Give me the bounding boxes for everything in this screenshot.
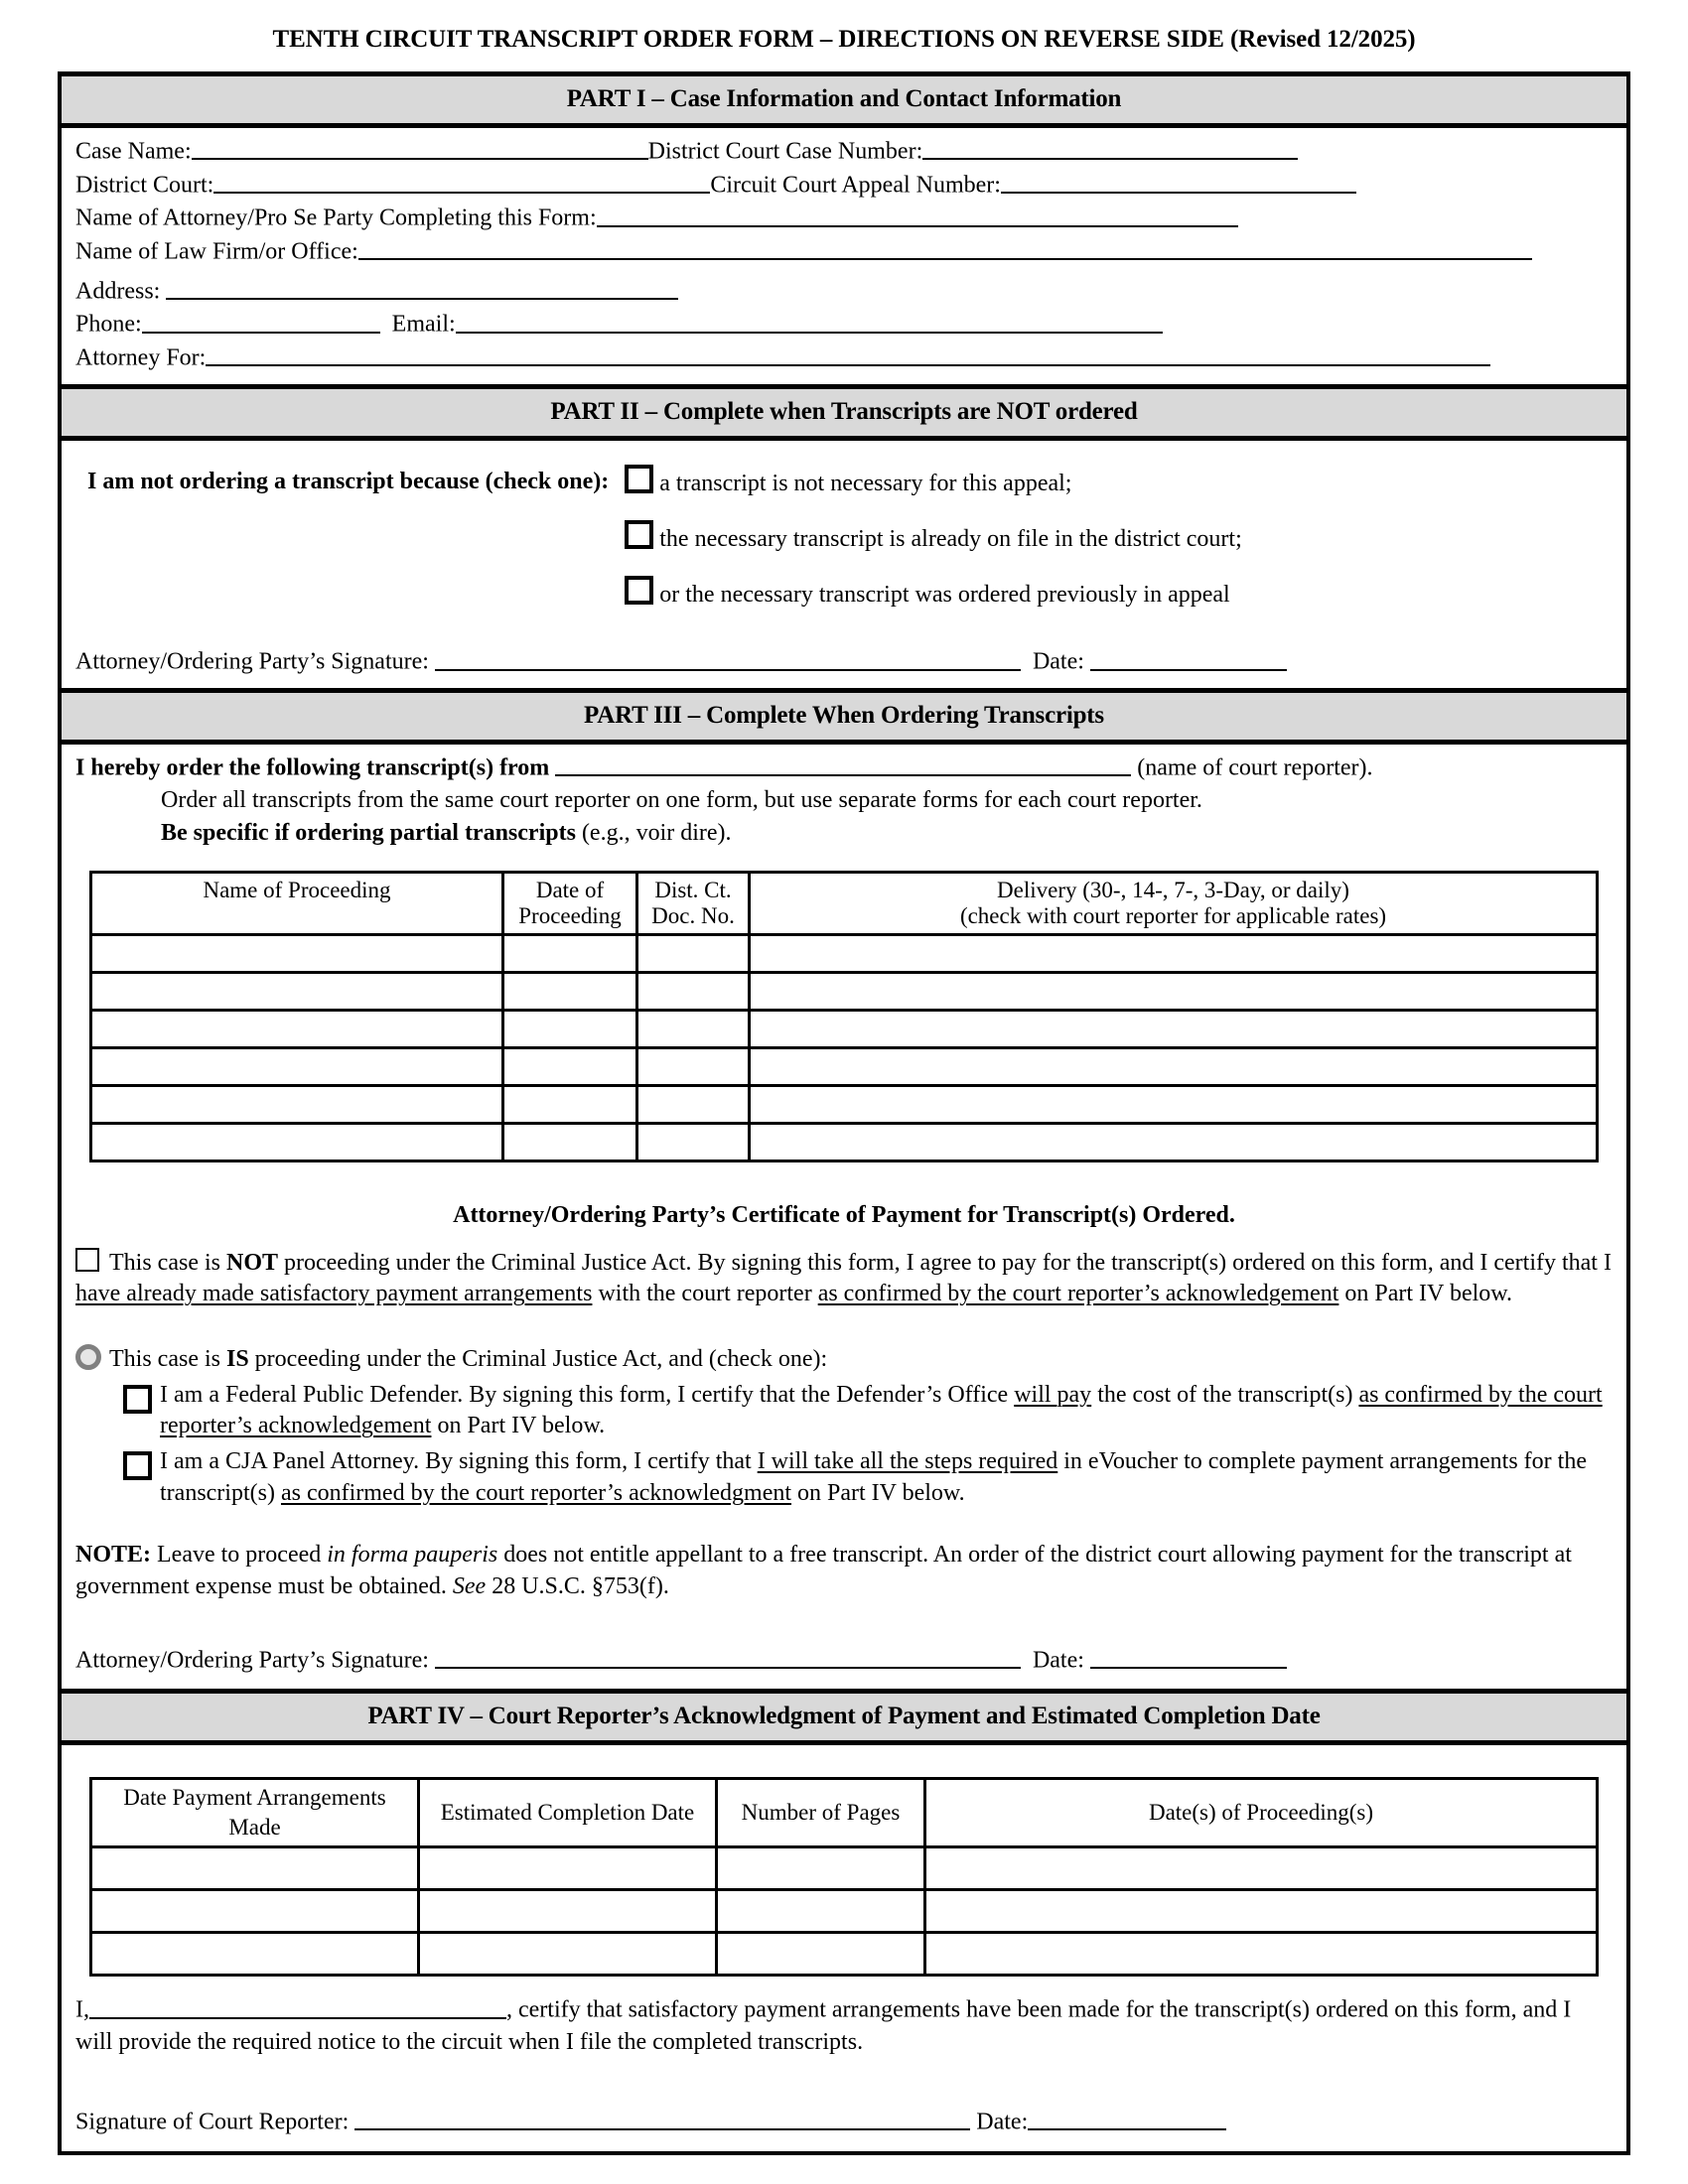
col-dist-ct-doc-no-line1: Dist. Ct.: [654, 877, 732, 902]
col-dates-of-proceedings: Date(s) of Proceeding(s): [925, 1778, 1598, 1847]
part1-row-attorney-for: [75, 341, 1613, 374]
cell-date[interactable]: [503, 1048, 637, 1086]
note-seg1: Leave to proceed: [151, 1542, 328, 1569]
col-date-of-proceeding: [503, 872, 637, 935]
circuit-court-appeal-number-label: Circuit Court Appeal Number:: [710, 172, 1001, 199]
court-reporter-name-field[interactable]: [89, 1992, 506, 2018]
cell-name[interactable]: [91, 973, 503, 1011]
note-seg2: in forma pauperis: [327, 1542, 498, 1569]
col-name-of-proceeding-line1: Name of Proceeding: [203, 877, 391, 902]
part-4-body: [62, 1745, 1626, 2152]
part-1-body: [62, 128, 1626, 384]
not-cja-seg3: proceeding under the Criminal Justice Act. By signing this form, I agree to pay for the transcript(s) ordered on this form, and I certify that I: [278, 1249, 1612, 1276]
cja-option-2-text: [158, 1446, 1613, 1510]
cell-pages[interactable]: [717, 1847, 925, 1890]
part2-signature-row: [75, 611, 1613, 678]
part2-date-label: Date:: [1032, 648, 1084, 675]
cell-date[interactable]: [503, 1086, 637, 1124]
part2-signature-label: Attorney/Ordering Party’s Signature:: [75, 648, 429, 675]
cell-name[interactable]: [91, 1011, 503, 1048]
table-row[interactable]: [91, 935, 1598, 973]
law-firm-label: Name of Law Firm/or Office:: [75, 238, 358, 265]
cell-date-payment[interactable]: [91, 1933, 419, 1976]
part4-signature-input[interactable]: [354, 2105, 970, 2130]
cell-name[interactable]: [91, 1048, 503, 1086]
not-cja-seg6: as confirmed by the court reporter’s acknowledgement: [817, 1281, 1339, 1307]
col-date-payment-arrangements: Date Payment Arrangements Made: [91, 1778, 419, 1847]
radio-button-icon[interactable]: [75, 1344, 101, 1370]
law-firm-input[interactable]: [358, 234, 1532, 260]
cell-doc-no[interactable]: [637, 973, 750, 1011]
cell-date[interactable]: [503, 973, 637, 1011]
part1-row-firm: [75, 234, 1613, 268]
part4-signature-label: Signature of Court Reporter:: [75, 2109, 350, 2135]
p4-cert-prefix: I,: [75, 1996, 89, 2023]
cell-doc-no[interactable]: [637, 935, 750, 973]
not-cja-seg1: This case is: [109, 1249, 226, 1276]
col-date-of-proceeding-line2: Proceeding: [518, 902, 622, 928]
cell-name[interactable]: [91, 1086, 503, 1124]
checkbox-icon[interactable]: [75, 1248, 99, 1272]
district-court-label: District Court:: [75, 172, 214, 199]
part3-intro: [75, 751, 1613, 849]
col-dist-ct-doc-no: [637, 872, 750, 935]
cja-opt1-seg5: on Part IV below.: [431, 1413, 606, 1439]
phone-label: Phone:: [75, 311, 142, 338]
cell-dates-proceedings[interactable]: [925, 1933, 1598, 1976]
cja-opt2-seg3: in eVoucher to complete payment arrangements for the transcript(s): [160, 1448, 1587, 1507]
cell-dates-proceedings[interactable]: [925, 1890, 1598, 1933]
checkbox-icon[interactable]: [625, 576, 653, 605]
phone-input[interactable]: [142, 307, 380, 333]
col-name-of-proceeding: [91, 872, 503, 935]
part4-signature-row: [75, 2059, 1613, 2142]
part2-option-1[interactable]: [625, 465, 1241, 499]
note-seg4: See: [452, 1573, 487, 1600]
attorney-for-label: Attorney For:: [75, 344, 207, 371]
checkbox-icon[interactable]: [123, 1451, 152, 1480]
district-court-input[interactable]: [213, 168, 710, 194]
cell-dates-proceedings[interactable]: [925, 1847, 1598, 1890]
is-cja-statement[interactable]: [75, 1344, 1613, 1375]
is-cja-seg3: proceeding under the Criminal Justice Act, and (check one):: [248, 1346, 828, 1373]
address-label: Address:: [75, 278, 161, 305]
cell-delivery[interactable]: [750, 1048, 1598, 1086]
part3-signature-label: Attorney/Ordering Party’s Signature:: [75, 1647, 429, 1674]
court-reporter-certification: [75, 1992, 1613, 2058]
table-row[interactable]: [91, 1847, 1598, 1890]
cell-delivery[interactable]: [750, 1124, 1598, 1161]
cja-option-1-text: [158, 1380, 1613, 1443]
part3-order-suffix: (name of court reporter).: [1137, 754, 1373, 781]
part3-signature-row: [75, 1603, 1613, 1679]
part3-date-label: Date:: [1032, 1647, 1084, 1674]
not-cja-statement[interactable]: [75, 1248, 1613, 1311]
attorney-for-input[interactable]: [206, 341, 1490, 366]
cell-doc-no[interactable]: [637, 1086, 750, 1124]
part3-instruction-2-rest: (e.g., voir dire).: [581, 819, 732, 846]
part2-options-wrap: [75, 447, 1613, 612]
cja-opt2-seg5: on Part IV below.: [791, 1480, 965, 1507]
cell-delivery[interactable]: [750, 1086, 1598, 1124]
note-block: [75, 1540, 1613, 1603]
note-seg5: 28 U.S.C. §753(f).: [486, 1573, 669, 1600]
part2-option-list: [609, 465, 1241, 612]
col-dist-ct-doc-no-line2: Doc. No.: [651, 902, 735, 928]
part3-instruction-1: Order all transcripts from the same court reporter on one form, but use separate forms for each court reporter.: [161, 787, 1202, 814]
case-name-label: Case Name:: [75, 138, 192, 165]
part2-option-3-label: or the necessary transcript was ordered previously in appeal: [659, 581, 1230, 608]
part3-order-line: [75, 751, 1613, 784]
cja-opt1-seg2: will pay: [1014, 1381, 1092, 1408]
cja-opt2-seg4: as confirmed by the court reporter’s acknowledgment: [280, 1480, 792, 1507]
cell-pages[interactable]: [717, 1933, 925, 1976]
part3-instruction-2: [75, 818, 1613, 849]
district-court-case-number-input[interactable]: [922, 134, 1298, 160]
cell-date[interactable]: [503, 1124, 637, 1161]
col-number-of-pages: Number of Pages: [717, 1778, 925, 1847]
form-frame: [58, 71, 1630, 2155]
court-reporter-table: [89, 1777, 1599, 1978]
cja-option-federal-public-defender[interactable]: [75, 1380, 1613, 1443]
cja-opt2-seg1: I am a CJA Panel Attorney. By signing this form, I certify that: [160, 1448, 758, 1475]
proceedings-table-body: [91, 935, 1598, 1161]
cell-name[interactable]: [91, 935, 503, 973]
col-delivery: [750, 872, 1598, 935]
address-input[interactable]: [166, 274, 678, 300]
attorney-name-input[interactable]: [597, 201, 1238, 226]
cell-date[interactable]: [503, 1011, 637, 1048]
col-date-of-proceeding-line1: Date of: [535, 877, 605, 902]
cell-doc-no[interactable]: [637, 1124, 750, 1161]
part2-option-3[interactable]: [625, 576, 1241, 611]
part2-option-2[interactable]: [625, 520, 1241, 555]
not-cja-seg5: with the court reporter: [592, 1281, 818, 1307]
certificate-of-payment-title: Attorney/Ordering Party’s Certificate of Payment for Transcript(s) Ordered.: [453, 1202, 1235, 1229]
not-cja-seg4: have already made satisfactory payment arrangements: [75, 1281, 593, 1307]
cell-delivery[interactable]: [750, 935, 1598, 973]
table-row[interactable]: [91, 1933, 1598, 1976]
col-estimated-completion-date: Estimated Completion Date: [419, 1778, 717, 1847]
district-court-case-number-label: District Court Case Number:: [647, 138, 923, 165]
table-row[interactable]: [91, 973, 1598, 1011]
cell-pages[interactable]: [717, 1890, 925, 1933]
proceedings-table: [89, 871, 1599, 1163]
part-2-header: PART II – Complete when Transcripts are NOT ordered: [62, 384, 1626, 441]
email-label: Email:: [391, 311, 456, 338]
cell-delivery[interactable]: [750, 1011, 1598, 1048]
court-reporter-name-input[interactable]: [555, 751, 1131, 776]
table-row[interactable]: [91, 1890, 1598, 1933]
cell-delivery[interactable]: [750, 973, 1598, 1011]
note-seg3: does not entitle appellant to a free transcript. An order of the district court allowing payment for the transcript at government expense must be obtained.: [75, 1542, 1572, 1600]
table-row[interactable]: [91, 1086, 1598, 1124]
court-reporter-table-body: [91, 1847, 1598, 1976]
part2-option-1-label: a transcript is not necessary for this appeal;: [659, 470, 1072, 496]
part3-signature-input[interactable]: [435, 1643, 1021, 1669]
cell-date-payment[interactable]: [91, 1890, 419, 1933]
note-label: NOTE:: [75, 1542, 152, 1569]
col-delivery-line2: (check with court reporter for applicable rates): [959, 902, 1387, 928]
cell-est-completion[interactable]: [419, 1847, 717, 1890]
cja-opt1-seg3: the cost of the transcript(s): [1091, 1381, 1359, 1408]
cell-date[interactable]: [503, 935, 637, 973]
cja-opt1-seg4: as confirmed by the court reporter’s acknowledgement: [160, 1381, 1603, 1439]
part4-date-label: Date:: [976, 2109, 1029, 2135]
case-name-input[interactable]: [192, 134, 648, 160]
cja-opt1-seg1: I am a Federal Public Defender. By signing this form, I certify that the Defender’s Office: [160, 1381, 1015, 1408]
cell-name[interactable]: [91, 1124, 503, 1161]
circuit-court-appeal-number-input[interactable]: [1001, 168, 1356, 194]
cja-block: [75, 1344, 1613, 1510]
cell-doc-no[interactable]: [637, 1048, 750, 1086]
part-3-body: [62, 745, 1626, 1689]
is-cja-seg2: IS: [225, 1346, 249, 1373]
not-cja-seg2: NOT: [225, 1249, 278, 1276]
part-3-header: PART III – Complete When Ordering Transcripts: [62, 688, 1626, 745]
attorney-name-label: Name of Attorney/Pro Se Party Completing this Form:: [75, 205, 597, 231]
part-1-header: PART I – Case Information and Contact Information: [62, 76, 1626, 128]
cell-date-payment[interactable]: [91, 1847, 419, 1890]
cell-est-completion[interactable]: [419, 1933, 717, 1976]
checkbox-icon[interactable]: [625, 520, 653, 549]
page-title: TENTH CIRCUIT TRANSCRIPT ORDER FORM – DIRECTIONS ON REVERSE SIDE (Revised 12/2025): [272, 26, 1416, 53]
table-row[interactable]: [91, 1048, 1598, 1086]
checkbox-icon[interactable]: [625, 465, 653, 493]
part1-row-court: [75, 168, 1613, 202]
part3-order-prefix: I hereby order the following transcript(s) from: [75, 754, 550, 781]
is-cja-seg1: This case is: [109, 1346, 226, 1373]
part2-date-input[interactable]: [1090, 644, 1287, 670]
proceedings-table-header-row: [91, 872, 1598, 935]
part1-row-contact: [75, 307, 1613, 341]
part2-option-2-label: the necessary transcript is already on file in the district court;: [659, 525, 1242, 552]
p4-cert-suffix: , certify that satisfactory payment arrangements have been made for the transcript(s) ordered on this form, and I will provide the required notice to the circuit when I file the completed transcripts.: [75, 1996, 1572, 2055]
part2-prompt: I am not ordering a transcript because (check one):: [87, 468, 610, 494]
not-cja-seg7: on Part IV below.: [1338, 1281, 1513, 1307]
table-row[interactable]: [91, 1011, 1598, 1048]
part1-row-address: [75, 268, 1613, 308]
table-row[interactable]: [91, 1124, 1598, 1161]
part4-date-input[interactable]: [1028, 2105, 1226, 2130]
part-2-body: [62, 441, 1626, 688]
email-input[interactable]: [456, 307, 1163, 333]
part-4-header: PART IV – Court Reporter’s Acknowledgment of Payment and Estimated Completion Date: [62, 1689, 1626, 1745]
cell-est-completion[interactable]: [419, 1890, 717, 1933]
cja-option-panel-attorney[interactable]: [75, 1446, 1613, 1510]
cja-opt2-seg2: I will take all the steps required: [757, 1448, 1058, 1475]
part3-date-input[interactable]: [1090, 1643, 1287, 1669]
cell-doc-no[interactable]: [637, 1011, 750, 1048]
checkbox-icon[interactable]: [123, 1385, 152, 1414]
part2-signature-input[interactable]: [435, 644, 1021, 670]
part1-row-case: [75, 134, 1613, 168]
part3-instruction-2-bold: Be specific if ordering partial transcripts: [161, 819, 576, 846]
part1-row-attorney: [75, 201, 1613, 234]
col-delivery-line1: Delivery (30-, 14-, 7-, 3-Day, or daily): [997, 877, 1349, 902]
court-reporter-table-header-row: [91, 1778, 1598, 1847]
